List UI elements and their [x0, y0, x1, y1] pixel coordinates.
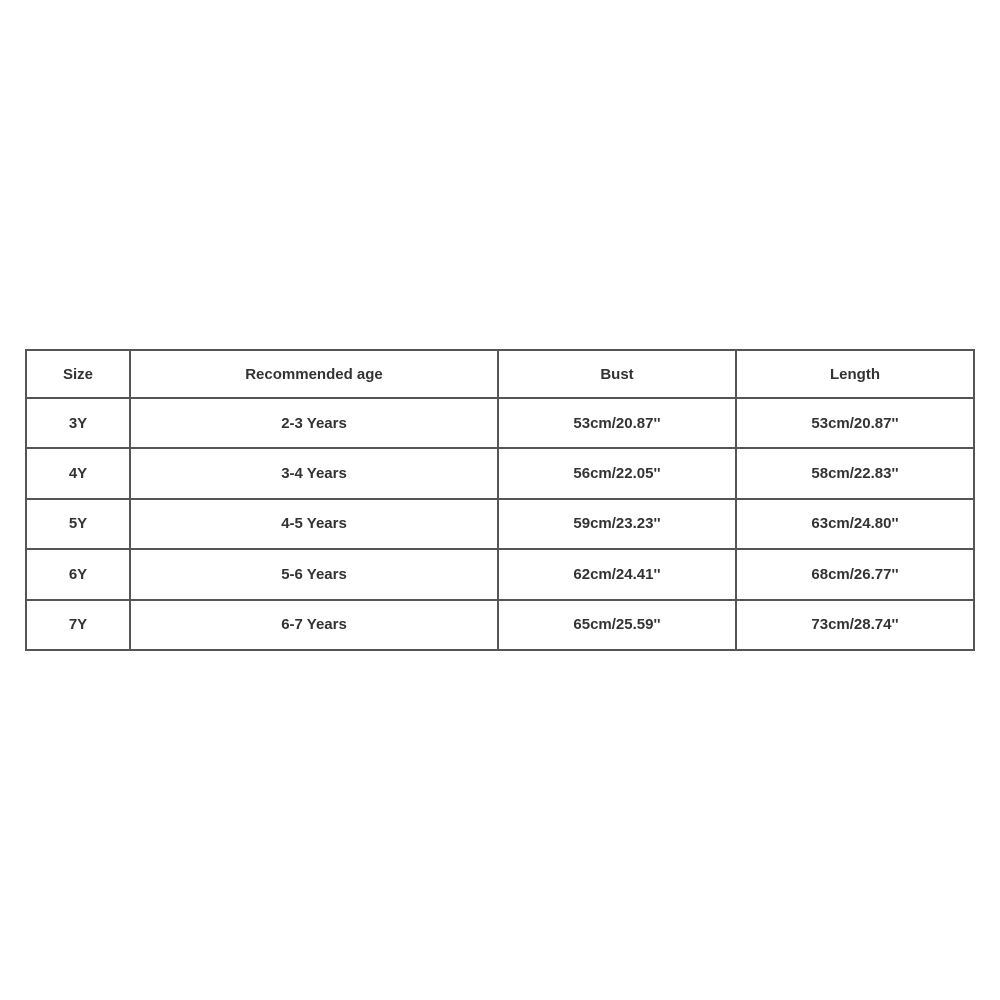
- cell-bust: 62cm/24.41'': [498, 549, 736, 599]
- cell-recommended-age: 2-3 Years: [130, 398, 498, 448]
- header-bust: Bust: [498, 350, 736, 398]
- table-row: [26, 448, 974, 498]
- cell-size: 6Y: [26, 549, 130, 599]
- header-size: Size: [26, 350, 130, 398]
- cell-length: 68cm/26.77'': [736, 549, 974, 599]
- cell-bust: 53cm/20.87'': [498, 398, 736, 448]
- header-recommended-age: Recommended age: [130, 350, 498, 398]
- cell-recommended-age: 6-7 Years: [130, 600, 498, 650]
- size-chart-table: [25, 349, 975, 651]
- table-row: [26, 499, 974, 549]
- cell-size: 7Y: [26, 600, 130, 650]
- cell-length: 63cm/24.80'': [736, 499, 974, 549]
- cell-length: 58cm/22.83'': [736, 448, 974, 498]
- cell-bust: 65cm/25.59'': [498, 600, 736, 650]
- cell-size: 4Y: [26, 448, 130, 498]
- table-row: [26, 549, 974, 599]
- table-row: [26, 398, 974, 448]
- cell-recommended-age: 5-6 Years: [130, 549, 498, 599]
- table-header-row: [26, 350, 974, 398]
- cell-bust: 56cm/22.05'': [498, 448, 736, 498]
- table-row: [26, 600, 974, 650]
- cell-recommended-age: 3-4 Years: [130, 448, 498, 498]
- cell-bust: 59cm/23.23'': [498, 499, 736, 549]
- header-length: Length: [736, 350, 974, 398]
- cell-length: 53cm/20.87'': [736, 398, 974, 448]
- cell-size: 3Y: [26, 398, 130, 448]
- cell-recommended-age: 4-5 Years: [130, 499, 498, 549]
- cell-length: 73cm/28.74'': [736, 600, 974, 650]
- cell-size: 5Y: [26, 499, 130, 549]
